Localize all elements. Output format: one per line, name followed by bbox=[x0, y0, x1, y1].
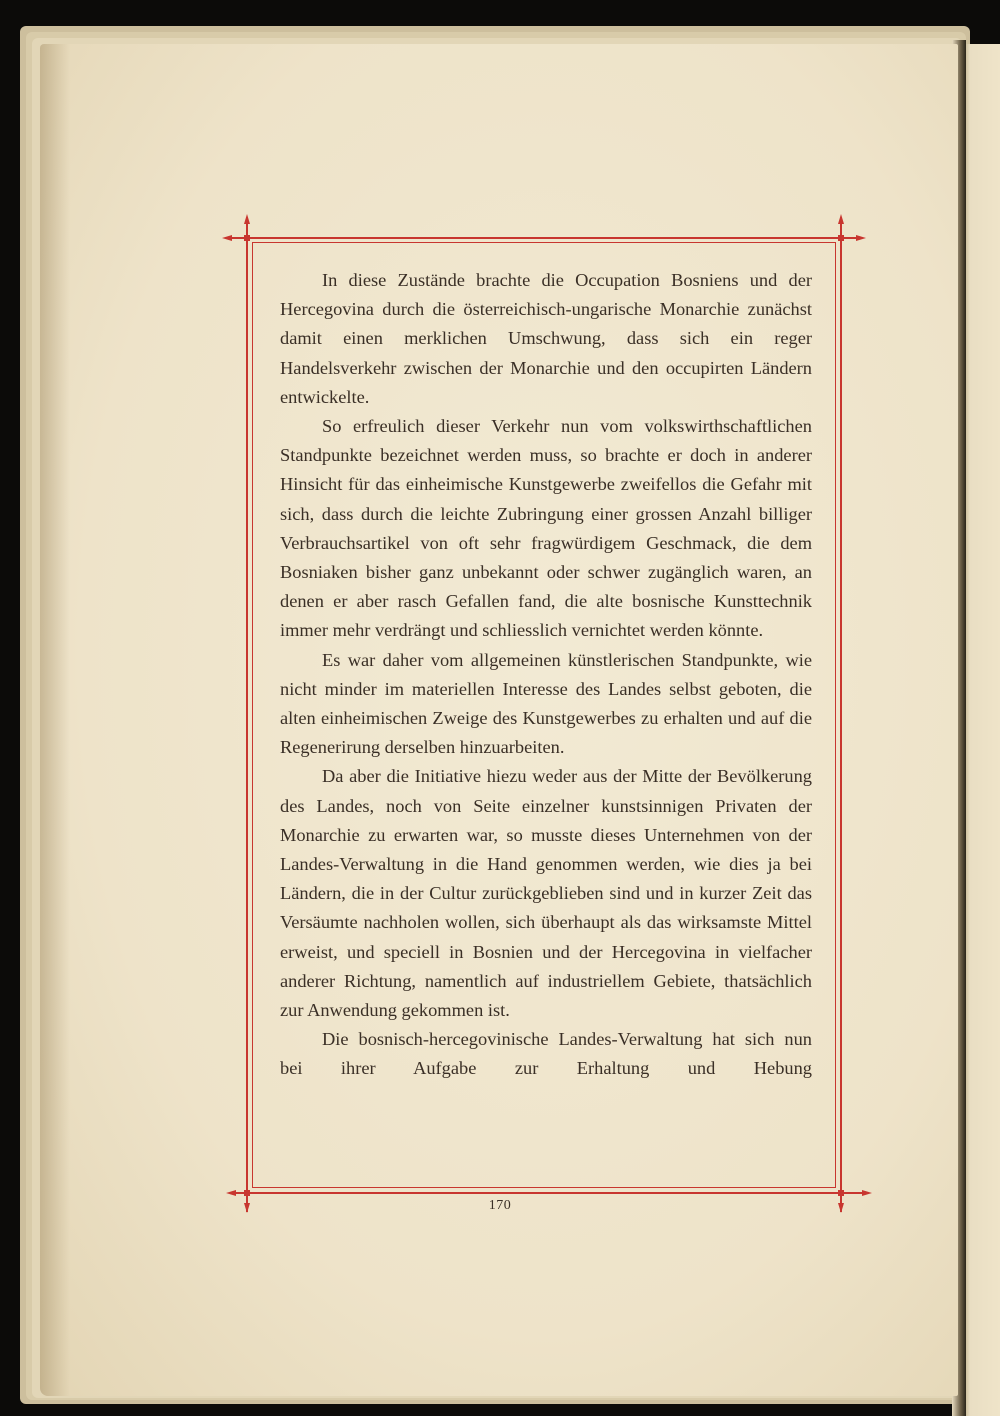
paragraph: Es war daher vom allgemeinen künstlerischen Standpunkte, wie nicht minder im materiellen Interesse des Landes selbst geboten, die alten einheimischen Zweige des Kunstgewerbes zu erhalten und auf die Regenerirung derselben hinzuarbeiten. bbox=[280, 649, 812, 758]
frame-corner bbox=[244, 1190, 250, 1196]
frame-arrow-tip bbox=[244, 214, 250, 224]
page-number: 170 bbox=[488, 1198, 512, 1213]
frame-arrow-tip bbox=[838, 1203, 844, 1213]
frame-arrow-tip bbox=[244, 1203, 250, 1213]
frame-top-rule bbox=[228, 237, 858, 239]
paragraph: Die bosnisch-hercegovinische Landes-Verwaltung hat sich nun bei ihrer Aufgabe zur Erhaltung und Hebung bbox=[280, 1029, 812, 1079]
body-text bbox=[280, 266, 812, 1084]
frame-arrow-tip bbox=[856, 235, 866, 241]
frame-arrow-tip bbox=[222, 235, 232, 241]
page-shadow bbox=[40, 44, 70, 1396]
frame-right-rule bbox=[840, 222, 842, 1212]
frame-corner bbox=[838, 1190, 844, 1196]
paragraph: So erfreulich dieser Verkehr nun vom volkswirthschaftlichen Standpunkte bezeichnet werden muss, so brachte er doch in anderer Hinsicht für das einheimische Kunstgewerbe zweifellos die Gefahr mit sich, dass durch die leichte Zubringung einer grossen Anzahl billiger Verbrauchsartikel von oft sehr fragwürdigem Geschmack, die dem Bosniaken bisher ganz unbekannt oder schwer zugänglich waren, an denen er aber rasch Gefallen fand, die alte bosnische Kunsttechnik immer mehr verdrängt und schliesslich vernichtet werden könnte. bbox=[280, 416, 812, 641]
frame-inner-bottom bbox=[252, 1187, 836, 1188]
frame-arrow-tip bbox=[838, 214, 844, 224]
frame-left-rule bbox=[246, 222, 248, 1212]
frame-arrow-tip bbox=[862, 1190, 872, 1196]
frame-inner-left bbox=[252, 242, 253, 1188]
frame-inner-right bbox=[835, 242, 836, 1188]
frame-corner bbox=[244, 235, 250, 241]
frame-corner bbox=[838, 235, 844, 241]
frame-arrow-tip bbox=[226, 1190, 236, 1196]
facing-page-edge bbox=[962, 44, 1000, 1416]
paragraph: Da aber die Initiative hiezu weder aus der Mitte der Bevölkerung des Landes, noch von Seite einzelner kunstsinnigen Privaten der Monarchie zu erwarten war, so musste dieses Unternehmen von der Landes-Verwaltung in die Hand genommen werden, wie dies ja bei Ländern, die in der Cultur zurückgeblieben sind und in kurzer Zeit das Versäumte nachholen wollen, sich überhaupt als das wirksamste Mittel erweist, und speciell in Bosnien und der Hercegovina in vielfacher anderer Richtung, namentlich auf industriellem Gebiete, thatsächlich zur Anwendung gekommen ist. bbox=[280, 766, 812, 1021]
frame-bottom-rule bbox=[232, 1192, 864, 1194]
paragraph: In diese Zustände brachte die Occupation Bosniens und der Hercegovina durch die österreichisch-ungarische Monarchie zunächst damit einen merklichen Umschwung, dass sich ein reger Handelsverkehr zwischen der Monarchie und den occupirten Ländern entwickelte. bbox=[280, 270, 812, 407]
frame-inner-top bbox=[252, 242, 836, 243]
